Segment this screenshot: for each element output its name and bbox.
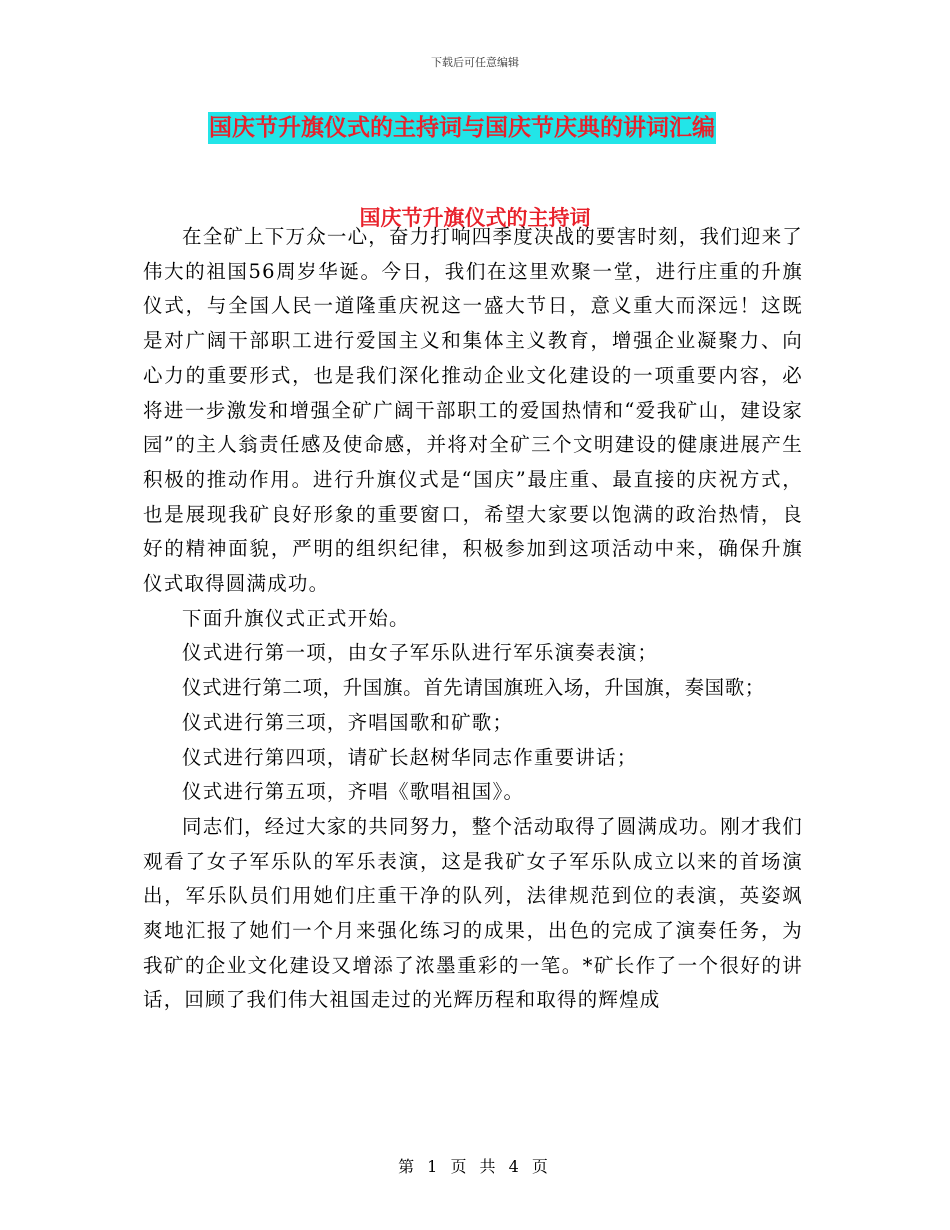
paragraph-intro: 在全矿上下万众一心，奋力打响四季度决战的要害时刻，我们迎来了伟大的祖国56周岁华诞。今日，我们在这里欢聚一堂，进行庄重的升旗仪式，与全国人民一道隆重庆祝这一盛大节日，意义重大而深远！这既是对广阔干部职工进行爱国主义和集体主义教育，增强企业凝聚力、向心力的重要形式，也是我们深化推动企业文化建设的一项重要内容，必将进一步激发和增强全矿广阔干部职工的爱国热情和“爱我矿山，建设家园”的主人翁责任感及使命感，并将对全矿三个文明建设的健康进展产生积极的推动作用。进行升旗仪式是“国庆”最庄重、最直接的庆祝方式，也是展现我矿良好形象的重要窗口，希望大家要以饱满的政治热情，良好的精神面貌，严明的组织纪律，积极参加到这项活动中来，确保升旗仪式取得圆满成功。	[143, 225, 804, 596]
paragraph-item-3: 仪式进行第三项，齐唱国歌和矿歌；	[182, 710, 514, 734]
paragraph-item-2: 仪式进行第二项，升国旗。首先请国旗班入场，升国旗，奏国歌；	[182, 676, 765, 700]
main-title: 国庆节升旗仪式的主持词与国庆节庆典的讲词汇编	[208, 112, 716, 144]
paragraph-item-5: 仪式进行第五项，齐唱《歌唱祖国》。	[182, 780, 525, 804]
paragraph-start: 下面升旗仪式正式开始。	[182, 606, 410, 630]
paragraph-item-4: 仪式进行第四项，请矿长赵树华同志作重要讲话；	[182, 745, 638, 769]
header-note: 下载后可任意编辑	[431, 56, 519, 69]
paragraph-item-1: 仪式进行第一项，由女子军乐队进行军乐演奏表演；	[182, 641, 659, 665]
page-footer: 第 1 页 共 4 页	[398, 1157, 552, 1176]
body-text	[143, 220, 803, 1018]
paragraph-closing: 同志们，经过大家的共同努力，整个活动取得了圆满成功。刚才我们观看了女子军乐队的军乐表演，这是我矿女子军乐队成立以来的首场演出，军乐队员们用她们庄重干净的队列，法律规范到位的表演，英姿飒爽地汇报了她们一个月来强化练习的成果，出色的完成了演奏任务，为我矿的企业文化建设又增添了浓墨重彩的一笔。*矿长作了一个很好的讲话，回顾了我们伟大祖国走过的光辉历程和取得的辉煌成	[143, 814, 804, 1012]
section-title: 国庆节升旗仪式的主持词	[359, 206, 591, 230]
